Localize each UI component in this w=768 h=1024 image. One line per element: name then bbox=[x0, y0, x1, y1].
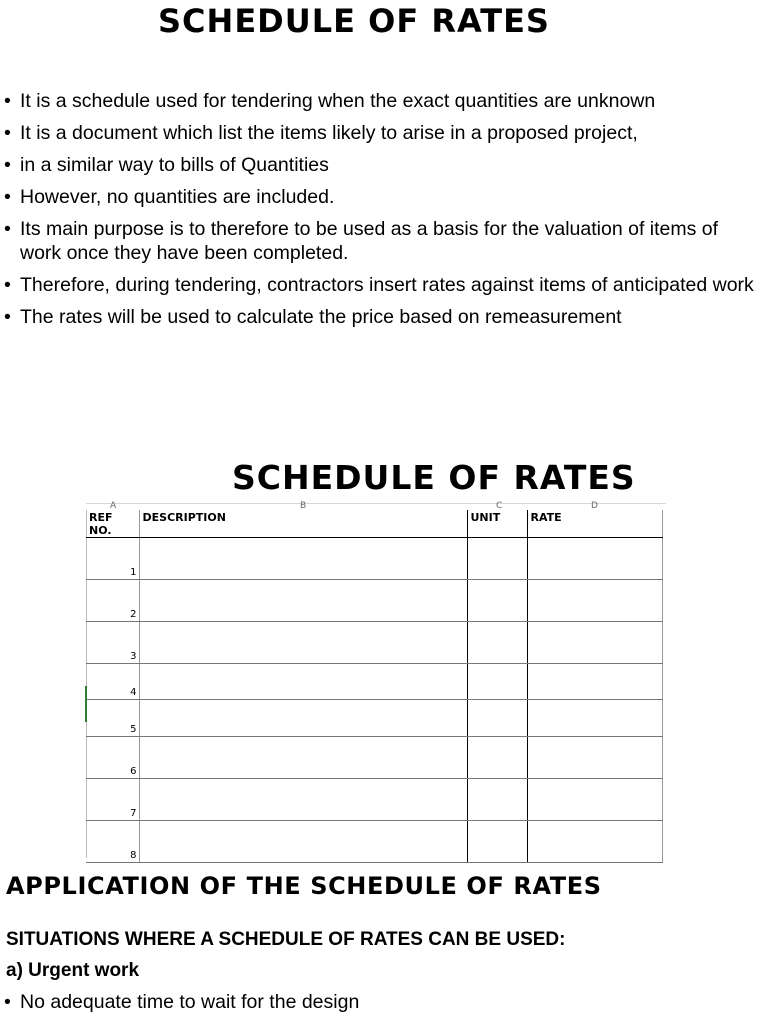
table-header-row bbox=[86, 510, 662, 538]
header-rate: RATE bbox=[527, 510, 662, 538]
bullet-item: • However, no quantities are included. bbox=[4, 185, 764, 209]
bullet-item: • It is a schedule used for tendering when the exact quantities are unknown bbox=[4, 89, 764, 113]
ref-no-cell[interactable]: 5 bbox=[86, 700, 139, 737]
ref-no-cell[interactable]: 4 bbox=[86, 664, 139, 700]
table-row bbox=[86, 700, 662, 737]
unit-cell[interactable] bbox=[467, 700, 527, 737]
rate-cell[interactable] bbox=[527, 821, 662, 863]
selection-marker bbox=[85, 686, 87, 722]
table-row bbox=[86, 580, 662, 622]
rate-cell[interactable] bbox=[527, 737, 662, 779]
description-cell[interactable] bbox=[139, 622, 467, 664]
ref-no-cell[interactable]: 6 bbox=[86, 737, 139, 779]
unit-cell[interactable] bbox=[467, 779, 527, 821]
bullet-item: • Therefore, during tendering, contractors insert rates against items of anticipated work bbox=[4, 273, 764, 297]
application-heading: APPLICATION OF THE SCHEDULE OF RATES bbox=[6, 872, 602, 900]
column-letter-c: C bbox=[496, 501, 503, 511]
header-unit: UNIT bbox=[467, 510, 527, 538]
ref-no-cell[interactable]: 3 bbox=[86, 622, 139, 664]
rate-cell[interactable] bbox=[527, 580, 662, 622]
rate-cell[interactable] bbox=[527, 700, 662, 737]
table-row bbox=[86, 821, 662, 863]
unit-cell[interactable] bbox=[467, 821, 527, 863]
table-row bbox=[86, 664, 662, 700]
unit-cell[interactable] bbox=[467, 737, 527, 779]
bullet-item: • in a similar way to bills of Quantities bbox=[4, 153, 764, 177]
rate-cell[interactable] bbox=[527, 779, 662, 821]
ref-no-cell[interactable]: 1 bbox=[86, 538, 139, 580]
ref-no-cell[interactable]: 7 bbox=[86, 779, 139, 821]
description-cell[interactable] bbox=[139, 737, 467, 779]
description-cell[interactable] bbox=[139, 580, 467, 622]
unit-cell[interactable] bbox=[467, 538, 527, 580]
description-cell[interactable] bbox=[139, 700, 467, 737]
ref-no-cell[interactable]: 8 bbox=[86, 821, 139, 863]
description-cell[interactable] bbox=[139, 821, 467, 863]
situations-subheading: SITUATIONS WHERE A SCHEDULE OF RATES CAN BE USED: bbox=[6, 929, 566, 950]
bullet-item: • It is a document which list the items likely to arise in a proposed project, bbox=[4, 121, 764, 145]
bullet-item: • No adequate time to wait for the design bbox=[4, 991, 359, 1014]
table-row bbox=[86, 622, 662, 664]
definition-bullet-list bbox=[4, 89, 764, 337]
ref-no-cell[interactable]: 2 bbox=[86, 580, 139, 622]
table-row bbox=[86, 779, 662, 821]
header-description: DESCRIPTION bbox=[139, 510, 467, 538]
bullet-item: • The rates will be used to calculate the price based on remeasurement bbox=[4, 305, 764, 329]
bullet-item: • Its main purpose is to therefore to be used as a basis for the valuation of items of work once they have been completed. bbox=[4, 217, 764, 265]
column-letter-b: B bbox=[300, 501, 307, 511]
rate-cell[interactable] bbox=[527, 538, 662, 580]
header-ref-no: REF NO. bbox=[86, 510, 139, 538]
unit-cell[interactable] bbox=[467, 622, 527, 664]
description-cell[interactable] bbox=[139, 538, 467, 580]
schedule-spreadsheet bbox=[86, 501, 666, 861]
case-a-heading: a) Urgent work bbox=[6, 960, 140, 981]
rate-cell[interactable] bbox=[527, 664, 662, 700]
column-letter-d: D bbox=[591, 501, 598, 511]
page-title: SCHEDULE OF RATES bbox=[158, 2, 550, 40]
rate-cell[interactable] bbox=[527, 622, 662, 664]
table-section-title: SCHEDULE OF RATES bbox=[232, 458, 636, 497]
unit-cell[interactable] bbox=[467, 664, 527, 700]
column-letter-a: A bbox=[110, 501, 117, 511]
description-cell[interactable] bbox=[139, 664, 467, 700]
schedule-of-rates-table bbox=[86, 510, 663, 863]
table-row bbox=[86, 737, 662, 779]
description-cell[interactable] bbox=[139, 779, 467, 821]
unit-cell[interactable] bbox=[467, 580, 527, 622]
table-row bbox=[86, 538, 662, 580]
